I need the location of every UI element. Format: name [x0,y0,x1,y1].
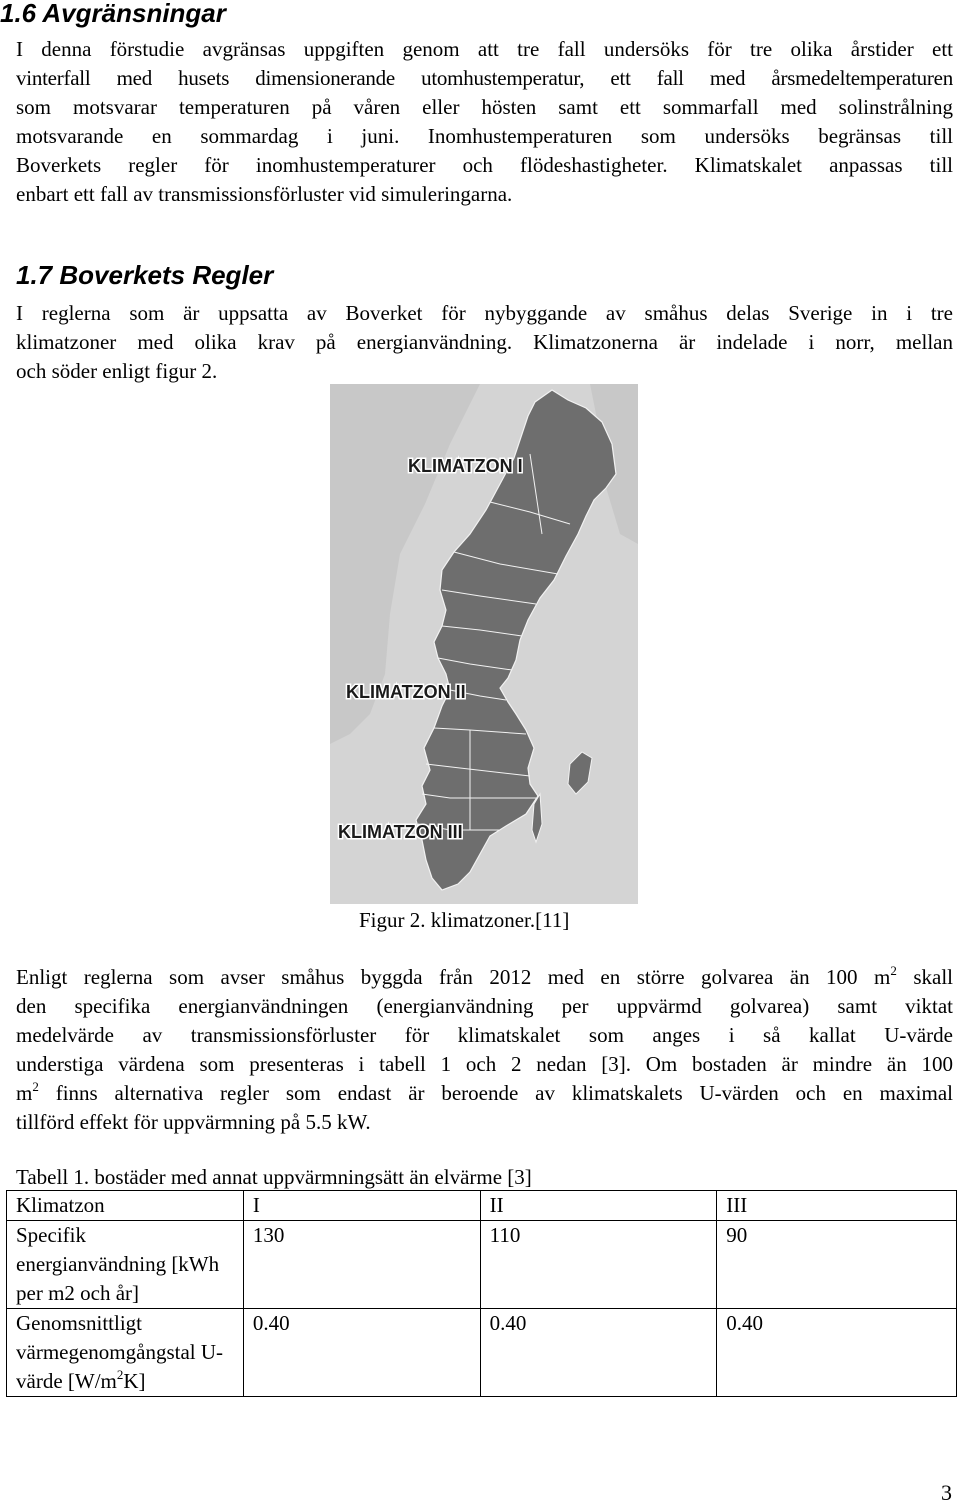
table-cell: 0.40 [717,1309,957,1397]
text-line: som motsvarar temperaturen på våren eller hösten samt ett sommarfall med solinstrålning [16,95,953,119]
section-heading-boverkets-regler: 1.7 Boverkets Regler [16,260,274,290]
figure-caption: Figur 2. klimatzoner.[11] [359,908,570,932]
text-line: I reglerna som är uppsatta av Boverket för nybyggande av småhus delas Sverige in i tre [16,301,953,325]
text-line: och söder enligt figur 2. [16,359,218,383]
text-line: den specifika energianvändningen (energianvändning per uppvärmd golvarea) samt viktat [16,994,953,1018]
text-line: motsvarande en sommardag i juni. Inomhustemperaturen som undersöks begränsas till [16,124,953,148]
table-cell: 90 [717,1221,957,1309]
table-header-cell: Klimatzon [7,1191,244,1221]
table-row [7,1309,957,1397]
table-header-row [7,1191,957,1221]
table-cell: 0.40 [243,1309,480,1397]
paragraph-regulations [16,963,953,1137]
text-line: medelvärde av transmissionsförluster för klimatskalet som anges i så kallat U-värde [16,1023,953,1047]
text-line: Enligt reglerna som avser småhus byggda från 2012 med en större golvarea än 100 $m^2$ skall [16,963,953,989]
paragraph-avgransningar [16,35,953,209]
text-line: I denna förstudie avgränsas uppgiften genom att tre fall undersöks för tre olika årstider ett [16,37,953,61]
table-cell: 110 [480,1221,717,1309]
energy-requirements-table [6,1190,957,1397]
text-line: Boverkets regler för inomhustemperaturer och flödeshastigheter. Klimatskalet anpassas till [16,153,953,177]
gotland-island [568,752,592,794]
table-cell: 0.40 [480,1309,717,1397]
table-header-cell: I [243,1191,480,1221]
climate-zone-map [330,384,638,904]
table-header-cell: II [480,1191,717,1221]
text-line: klimatzoner med olika krav på energianvändning. Klimatzonerna är indelade i norr, mellan [16,330,953,354]
zone-label-1: KLIMATZON I [408,456,523,476]
table-caption: Tabell 1. bostäder med annat uppvärmningsätt än elvärme [3] [16,1165,532,1189]
table-cell: 130 [243,1221,480,1309]
zone-label-3: KLIMATZON III [338,822,463,842]
table-header-cell: III [717,1191,957,1221]
zone-label-2: KLIMATZON II [346,682,466,702]
paragraph-boverkets-regler [16,299,953,386]
table-cell: Genomsnittligt värmegenomgångstal U-värde $[W/m^2K]$ [7,1309,244,1397]
page-number: 3 [941,1480,952,1505]
text-line: vinterfall med husets dimensionerande utomhustemperatur, ett fall med årsmedeltemperaturen [16,66,953,90]
text-line: $m^2$ finns alternativa regler som endast är beroende av klimatskalets U-värden och en maximal [16,1079,953,1105]
text-line: understiga värdena som presenteras i tabell 1 och 2 nedan [3]. Om bostaden är mindre än 100 [16,1052,953,1076]
section-heading-avgransningar: 1.6 Avgränsningar [0,0,226,28]
text-line: tillförd effekt för uppvärmning på 5.5 kW. [16,1110,371,1134]
sweden-map-graphic [330,384,638,904]
text-line: enbart ett fall av transmissionsförluster vid simuleringarna. [16,182,513,206]
table-cell: Specifik energianvändning [kWh per m2 och år] [7,1221,244,1309]
table-row [7,1221,957,1309]
